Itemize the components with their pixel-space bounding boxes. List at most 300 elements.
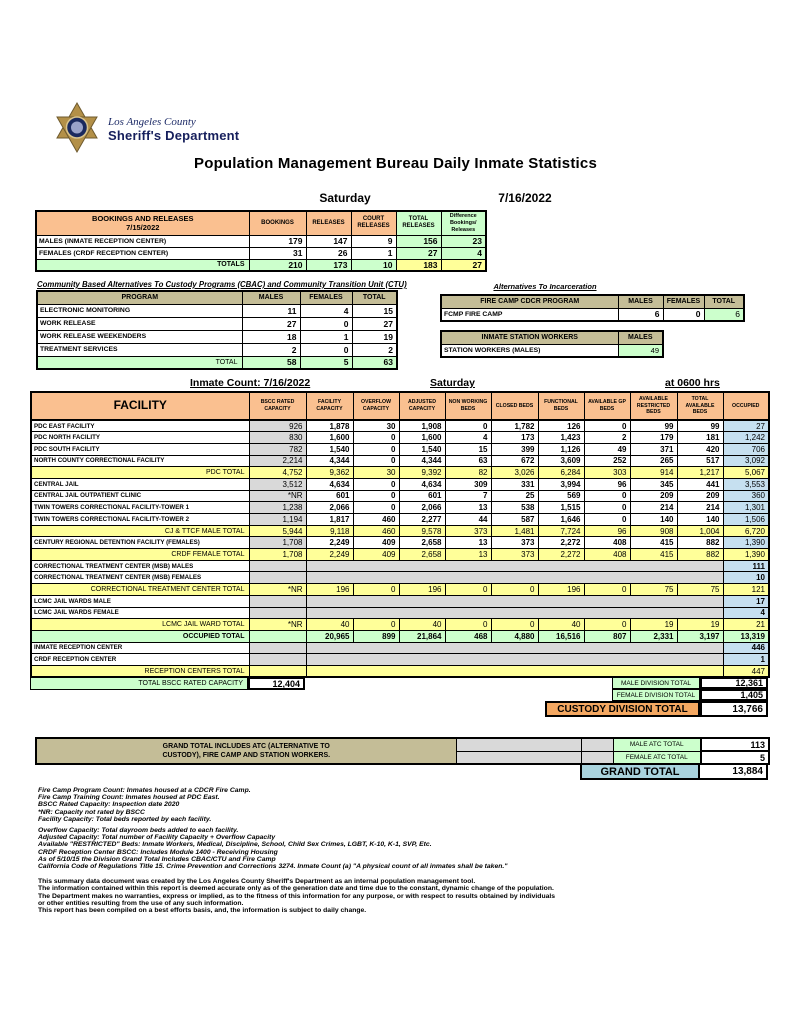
- cbac-row: [37, 330, 397, 343]
- cell: 6: [704, 308, 744, 321]
- facility-cell: [249, 560, 306, 572]
- facility-row: [31, 549, 769, 561]
- facility-cell: 830: [249, 432, 306, 444]
- facility-cell: 1,126: [538, 443, 584, 455]
- cell: 27: [242, 317, 300, 330]
- facility-cell: 6,720: [723, 525, 769, 537]
- facility-cell: 13,319: [723, 630, 769, 642]
- facility-cell: 460: [353, 514, 399, 526]
- footnote-line: As of 5/10/15 the Division Grand Total Includes CBAC/CTU and Fire Camp: [38, 855, 276, 863]
- facility-cell: 1,600: [306, 432, 353, 444]
- facility-cell: 126: [538, 420, 584, 432]
- facility-cell: 30: [353, 467, 399, 479]
- facility-cell: 2,249: [306, 537, 353, 549]
- facility-cell: 121: [723, 584, 769, 596]
- cell: 173: [306, 259, 351, 271]
- cell: 11: [242, 304, 300, 317]
- facility-cell: 517: [677, 455, 723, 467]
- facility-row: [31, 420, 769, 432]
- facility-cell: 13: [445, 537, 491, 549]
- facility-cell: 140: [630, 514, 677, 526]
- cell: 1: [300, 330, 352, 343]
- facility-row: [31, 514, 769, 526]
- col-total: TOTAL: [704, 295, 744, 308]
- col-overflow-capacity: OVERFLOW CAPACITY: [353, 392, 399, 420]
- facility-cell: 408: [584, 537, 630, 549]
- footnote-line: This report has been compiled on a best efforts basis, and, the information is subject to daily change.: [38, 907, 367, 915]
- cell: 27: [396, 247, 441, 259]
- facility-cell: 0: [353, 478, 399, 490]
- facility-cell: [249, 607, 306, 619]
- facility-row: [31, 455, 769, 467]
- facility-cell: 1,481: [491, 525, 538, 537]
- facility-cell: 345: [630, 478, 677, 490]
- col-difference: Difference Bookings/ Releases: [441, 211, 486, 235]
- facility-cell: CJ & TTCF MALE TOTAL: [31, 525, 249, 537]
- facility-cell: 415: [630, 549, 677, 561]
- cell: 4: [300, 304, 352, 317]
- facility-cell: 4: [723, 607, 769, 619]
- facility-cell: 706: [723, 443, 769, 455]
- facility-cell: 415: [630, 537, 677, 549]
- cbac-row: [37, 343, 397, 356]
- col-females: FEMALES: [300, 291, 352, 304]
- bookings-totals-row: [36, 259, 486, 271]
- facility-cell: 569: [538, 490, 584, 502]
- facility-cell: 40: [538, 619, 584, 631]
- facility-cell: [306, 572, 723, 584]
- facility-cell: 7,724: [538, 525, 584, 537]
- facility-cell: 265: [630, 455, 677, 467]
- cell: 156: [396, 235, 441, 247]
- page-title: Population Management Bureau Daily Inmate Statistics: [194, 155, 597, 172]
- facility-cell: 1,301: [723, 502, 769, 514]
- facility-cell: [306, 654, 723, 666]
- facility-cell: 3,553: [723, 478, 769, 490]
- facility-row: [31, 467, 769, 479]
- facility-cell: 4,634: [399, 478, 445, 490]
- footnote-line: Overflow Capacity: Total dayroom beds added to each facility.: [38, 827, 239, 835]
- facility-cell: CRDF RECEPTION CENTER: [31, 654, 249, 666]
- facility-cell: 196: [538, 584, 584, 596]
- facility-cell: 252: [584, 455, 630, 467]
- facility-row: [31, 665, 769, 677]
- facility-cell: 1,217: [677, 467, 723, 479]
- bookings-header-row: [36, 211, 486, 235]
- facility-cell: 3,609: [538, 455, 584, 467]
- facility-cell: 914: [630, 467, 677, 479]
- facility-cell: 899: [353, 630, 399, 642]
- facility-cell: LCMC JAIL WARD TOTAL: [31, 619, 249, 631]
- cell: 4: [441, 247, 486, 259]
- facility-cell: CORRECTIONAL TREATMENT CENTER TOTAL: [31, 584, 249, 596]
- col-total-available-beds: TOTAL AVAILABLE BEDS: [677, 392, 723, 420]
- logo-county: Los Angeles County: [108, 115, 196, 128]
- facility-cell: 16,516: [538, 630, 584, 642]
- facility-cell: 0: [353, 432, 399, 444]
- facility-cell: 926: [249, 420, 306, 432]
- total-bscc-row: [30, 677, 305, 690]
- facility-cell: CORRECTIONAL TREATMENT CENTER (MSB) FEMALES: [31, 572, 249, 584]
- facility-cell: [306, 665, 723, 677]
- facility-cell: 538: [491, 502, 538, 514]
- facility-cell: 44: [445, 514, 491, 526]
- station-workers-header-row: [441, 331, 663, 344]
- facility-cell: 2,277: [399, 514, 445, 526]
- facility-cell: 173: [491, 432, 538, 444]
- facility-cell: 1,515: [538, 502, 584, 514]
- facility-cell: 1,908: [399, 420, 445, 432]
- cell: 2: [242, 343, 300, 356]
- facility-cell: [306, 560, 723, 572]
- male-division-row: [612, 677, 768, 689]
- female-atc-value: 5: [701, 751, 769, 764]
- spacer-cell: [581, 738, 613, 751]
- facility-cell: 0: [353, 443, 399, 455]
- grand-total-note: [36, 738, 456, 764]
- facility-cell: 1,817: [306, 514, 353, 526]
- fire-camp-header-row: [441, 295, 744, 308]
- facility-cell: 0: [491, 619, 538, 631]
- facility-cell: 782: [249, 443, 306, 455]
- facility-cell: 1,242: [723, 432, 769, 444]
- male-atc-label: MALE ATC TOTAL: [613, 738, 701, 751]
- facility-cell: 0: [584, 514, 630, 526]
- facility-header-row: [31, 392, 769, 420]
- facility-cell: [249, 654, 306, 666]
- facility-row: [31, 525, 769, 537]
- total-bscc-value: 12,404: [248, 677, 305, 690]
- logo-text: [108, 116, 239, 143]
- facility-cell: 1,390: [723, 537, 769, 549]
- cell: 2: [352, 343, 397, 356]
- facility-cell: 0: [491, 584, 538, 596]
- cell: 0: [663, 308, 704, 321]
- facility-row: [31, 630, 769, 642]
- col-adjusted-capacity: ADJUSTED CAPACITY: [399, 392, 445, 420]
- facility-cell: PDC EAST FACILITY: [31, 420, 249, 432]
- bookings-date: 7/15/2022: [126, 223, 160, 233]
- facility-row: [31, 443, 769, 455]
- facility-cell: 4,344: [306, 455, 353, 467]
- facility-cell: 373: [445, 525, 491, 537]
- facility-cell: 6,284: [538, 467, 584, 479]
- cell: 31: [249, 247, 306, 259]
- facility-cell: [249, 665, 306, 677]
- facility-cell: 9,392: [399, 467, 445, 479]
- cell: 0: [300, 317, 352, 330]
- facility-cell: 99: [677, 420, 723, 432]
- footnote-line: Available "RESTRICTED" Beds: Inmate Workers, Medical, Discipline, School, Child Sex Crimes, LGBT, K-10, K-1, SVP, Etc.: [38, 841, 432, 849]
- footnote-line: This summary data document was created by the Los Angeles County Sheriff's Department as an internal population management tool.: [38, 878, 476, 885]
- sheriff-star-icon: [52, 102, 102, 154]
- facility-cell: 0: [584, 584, 630, 596]
- facility-cell: 181: [677, 432, 723, 444]
- cell: 9: [351, 235, 396, 247]
- station-workers-table: [440, 330, 664, 358]
- facility-cell: 447: [723, 665, 769, 677]
- facility-cell: 420: [677, 443, 723, 455]
- facility-cell: 446: [723, 642, 769, 654]
- facility-cell: 19: [677, 619, 723, 631]
- footnote-line: Adjusted Capacity: Total number of Facility Capacity + Overflow Capacity: [38, 834, 276, 842]
- facility-cell: 196: [306, 584, 353, 596]
- cell: 0: [300, 343, 352, 356]
- facility-cell: 3,197: [677, 630, 723, 642]
- facility-row: [31, 595, 769, 607]
- day-label: Saturday: [319, 191, 371, 205]
- facility-cell: 0: [445, 584, 491, 596]
- facility-cell: 1,004: [677, 525, 723, 537]
- facility-cell: 5,067: [723, 467, 769, 479]
- col-total: TOTAL: [352, 291, 397, 304]
- facility-cell: 3,026: [491, 467, 538, 479]
- col-fire-camp: FIRE CAMP CDCR PROGRAM: [441, 295, 618, 308]
- facility-cell: 82: [445, 467, 491, 479]
- facility-cell: PDC TOTAL: [31, 467, 249, 479]
- facility-cell: [249, 642, 306, 654]
- facility-cell: [306, 595, 723, 607]
- bookings-row-females: [36, 247, 486, 259]
- facility-cell: 4,880: [491, 630, 538, 642]
- col-releases: RELEASES: [306, 211, 351, 235]
- facility-cell: 4: [445, 432, 491, 444]
- facility-cell: 0: [445, 420, 491, 432]
- col-males: MALES: [242, 291, 300, 304]
- facility-cell: CENTRAL JAIL OUTPATIENT CLINIC: [31, 490, 249, 502]
- row-label: MALES (INMATE RECEPTION CENTER): [36, 235, 249, 247]
- facility-cell: LCMC JAIL WARDS FEMALE: [31, 607, 249, 619]
- male-division-label: MALE DIVISION TOTAL: [612, 677, 700, 689]
- facility-cell: 9,118: [306, 525, 353, 537]
- facility-cell: 373: [491, 537, 538, 549]
- col-functional-beds: FUNCTIONAL BEDS: [538, 392, 584, 420]
- facility-row: [31, 560, 769, 572]
- row-label: WORK RELEASE: [37, 317, 242, 330]
- facility-cell: [306, 642, 723, 654]
- facility-cell: 672: [491, 455, 538, 467]
- facility-row: [31, 607, 769, 619]
- cell: 23: [441, 235, 486, 247]
- footnote-line: Fire Camp Training Count: Inmates housed at PDC East.: [38, 794, 220, 802]
- facility-cell: 179: [630, 432, 677, 444]
- sheriff-logo: [52, 102, 239, 154]
- facility-cell: TWIN TOWERS CORRECTIONAL FACILITY-TOWER 1: [31, 502, 249, 514]
- cbac-table: [36, 290, 398, 370]
- facility-cell: 40: [306, 619, 353, 631]
- footnote-line: BSCC Rated Capacity: Inspection date 2020: [38, 801, 180, 809]
- cell: 210: [249, 259, 306, 271]
- facility-cell: NORTH COUNTY CORRECTIONAL FACILITY: [31, 455, 249, 467]
- facility-cell: 63: [445, 455, 491, 467]
- facility-cell: 96: [584, 525, 630, 537]
- row-label: TOTAL: [37, 356, 242, 369]
- facility-cell: 303: [584, 467, 630, 479]
- facility-cell: [249, 572, 306, 584]
- row-label: WORK RELEASE WEEKENDERS: [37, 330, 242, 343]
- facility-row: [31, 478, 769, 490]
- facility-cell: 1,194: [249, 514, 306, 526]
- female-division-row: [612, 689, 768, 701]
- facility-row: [31, 619, 769, 631]
- col-non-working-beds: NON WORKING BEDS: [445, 392, 491, 420]
- row-label: STATION WORKERS (MALES): [441, 344, 618, 357]
- facility-cell: 13: [445, 502, 491, 514]
- facility-cell: 331: [491, 478, 538, 490]
- footnotes-definitions: [38, 787, 508, 870]
- facility-cell: PDC NORTH FACILITY: [31, 432, 249, 444]
- facility-cell: 15: [445, 443, 491, 455]
- cbac-title: Community Based Alternatives To Custody Programs (CBAC) and Community Transition Unit (CTU): [37, 280, 407, 289]
- facility-cell: 3,512: [249, 478, 306, 490]
- facility-cell: 408: [584, 549, 630, 561]
- cbac-row: [37, 304, 397, 317]
- facility-cell: 460: [353, 525, 399, 537]
- facility-cell: 2,658: [399, 537, 445, 549]
- facility-cell: 468: [445, 630, 491, 642]
- cbac-row: [37, 317, 397, 330]
- facility-cell: TWIN TOWERS CORRECTIONAL FACILITY-TOWER 2: [31, 514, 249, 526]
- footnote-line: CRDF Reception Center BSCC: Includes Module 1400 - Receiving Housing: [38, 848, 278, 856]
- col-occupied: OCCUPIED: [723, 392, 769, 420]
- facility-cell: 4,634: [306, 478, 353, 490]
- facility-cell: 1,600: [399, 432, 445, 444]
- facility-cell: 25: [491, 490, 538, 502]
- facility-cell: 214: [630, 502, 677, 514]
- custody-division-value: 13,766: [700, 701, 768, 717]
- female-division-label: FEMALE DIVISION TOTAL: [612, 689, 700, 701]
- facility-cell: 2,272: [538, 549, 584, 561]
- facility-table: [30, 391, 770, 678]
- facility-cell: 1,540: [306, 443, 353, 455]
- facility-cell: 30: [353, 420, 399, 432]
- facility-cell: 7: [445, 490, 491, 502]
- row-label: TOTALS: [36, 259, 249, 271]
- facility-cell: *NR: [249, 584, 306, 596]
- facility-cell: 0: [584, 619, 630, 631]
- facility-cell: 1,506: [723, 514, 769, 526]
- footnote-line: California Code of Regulations Title 15. Crime Prevention and Corrections 3274. Inmate Count (a) "A physical count of all inmates shall be taken.": [38, 863, 508, 871]
- facility-cell: 441: [677, 478, 723, 490]
- facility-cell: *NR: [249, 619, 306, 631]
- facility-cell: [249, 595, 306, 607]
- time-label: at 0600 hrs: [665, 377, 720, 389]
- male-division-value: 12,361: [700, 677, 768, 689]
- custody-division-row: [545, 701, 768, 717]
- facility-cell: 1,708: [249, 537, 306, 549]
- facility-cell: 2,214: [249, 455, 306, 467]
- custody-division-label: CUSTODY DIVISION TOTAL: [545, 701, 700, 717]
- row-label: FEMALES (CRDF RECEPTION CENTER): [36, 247, 249, 259]
- facility-cell: 13: [445, 549, 491, 561]
- facility-cell: 0: [353, 502, 399, 514]
- female-atc-label: FEMALE ATC TOTAL: [613, 751, 701, 764]
- facility-cell: 807: [584, 630, 630, 642]
- facility-cell: 1,390: [723, 549, 769, 561]
- facility-row: [31, 654, 769, 666]
- row-label: TREATMENT SERVICES: [37, 343, 242, 356]
- facility-cell: 0: [353, 455, 399, 467]
- facility-cell: 601: [306, 490, 353, 502]
- cell: 18: [242, 330, 300, 343]
- facility-cell: CENTURY REGIONAL DETENTION FACILITY (FEMALES): [31, 537, 249, 549]
- facility-cell: 21: [723, 619, 769, 631]
- col-males: MALES: [618, 331, 663, 344]
- footnote-line: The Department makes no warranties, express or implied, as to the fitness of this information for any purpose, or with respect to results obtained by individuals: [38, 892, 556, 900]
- facility-header: FACILITY: [31, 392, 249, 420]
- cell: 15: [352, 304, 397, 317]
- spacer-cell: [456, 738, 581, 751]
- col-females: FEMALES: [663, 295, 704, 308]
- cell: 26: [306, 247, 351, 259]
- facility-cell: 0: [584, 420, 630, 432]
- bookings-title-cell: [36, 211, 249, 235]
- footnote-line: *NR: Capacity not rated by BSCC: [38, 808, 145, 816]
- row-label: ELECTRONIC MONITORING: [37, 304, 242, 317]
- facility-cell: CORRECTIONAL TREATMENT CENTER (MSB) MALES: [31, 560, 249, 572]
- fire-camp-row: [441, 308, 744, 321]
- facility-cell: PDC SOUTH FACILITY: [31, 443, 249, 455]
- facility-cell: 601: [399, 490, 445, 502]
- facility-cell: 49: [584, 443, 630, 455]
- facility-cell: 2,066: [399, 502, 445, 514]
- facility-cell: 1,238: [249, 502, 306, 514]
- note-line: CUSTODY), FIRE CAMP AND STATION WORKERS.: [162, 752, 331, 759]
- facility-cell: 196: [399, 584, 445, 596]
- grand-total-label: GRAND TOTAL: [580, 763, 700, 780]
- facility-cell: 9,578: [399, 525, 445, 537]
- facility-row: [31, 572, 769, 584]
- facility-cell: 1: [723, 654, 769, 666]
- col-bscc-rated-capacity: BSCC RATED CAPACITY: [249, 392, 306, 420]
- male-atc-value: 113: [701, 738, 769, 751]
- facility-cell: 0: [584, 502, 630, 514]
- facility-cell: 2: [584, 432, 630, 444]
- cell: 19: [352, 330, 397, 343]
- facility-cell: 908: [630, 525, 677, 537]
- cell: 58: [242, 356, 300, 369]
- facility-cell: 371: [630, 443, 677, 455]
- total-bscc-label: TOTAL BSCC RATED CAPACITY: [30, 677, 248, 690]
- spacer-cell: [456, 751, 581, 764]
- facility-cell: 373: [491, 549, 538, 561]
- facility-row: [31, 584, 769, 596]
- grand-total-row-1: [36, 738, 769, 751]
- facility-cell: 2,658: [399, 549, 445, 561]
- grand-total-box: [35, 737, 770, 765]
- facility-cell: 399: [491, 443, 538, 455]
- facility-cell: 0: [445, 619, 491, 631]
- facility-cell: 360: [723, 490, 769, 502]
- facility-cell: 409: [353, 549, 399, 561]
- footnote-line: Facility Capacity: Total beds reported by each facility.: [38, 815, 212, 823]
- station-workers-row: [441, 344, 663, 357]
- facility-cell: 4,752: [249, 467, 306, 479]
- facility-cell: 0: [353, 490, 399, 502]
- facility-cell: 882: [677, 537, 723, 549]
- facility-cell: 0: [353, 619, 399, 631]
- facility-cell: *NR: [249, 490, 306, 502]
- cell: 5: [300, 356, 352, 369]
- facility-cell: 9,362: [306, 467, 353, 479]
- col-inmate-station-workers: INMATE STATION WORKERS: [441, 331, 618, 344]
- facility-cell: 2,066: [306, 502, 353, 514]
- facility-cell: 0: [353, 584, 399, 596]
- cell: 179: [249, 235, 306, 247]
- cell: 27: [441, 259, 486, 271]
- facility-cell: 209: [630, 490, 677, 502]
- facility-cell: 19: [630, 619, 677, 631]
